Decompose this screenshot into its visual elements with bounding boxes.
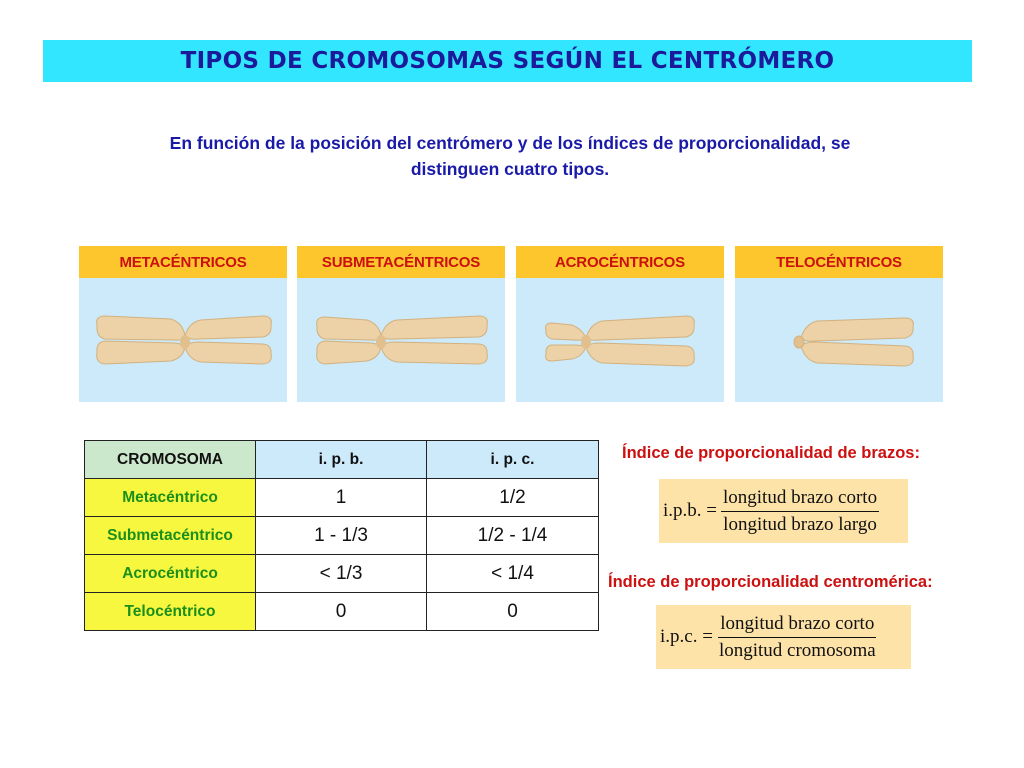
type-card-acrocentric — [516, 246, 724, 402]
formula-ipc — [656, 605, 911, 669]
formula-denominator: longitud brazo largo — [723, 513, 877, 535]
table-cell-type: Submetacéntrico — [85, 517, 256, 555]
type-card-label: SUBMETACÉNTRICOS — [297, 246, 505, 278]
table-cell-ipb: 1 - 1/3 — [256, 517, 427, 555]
table-row — [85, 593, 599, 631]
formula-numerator: longitud brazo corto — [721, 487, 879, 512]
table-cell-ipc: 0 — [427, 593, 599, 631]
title-bar — [43, 40, 972, 82]
type-card-label: METACÉNTRICOS — [79, 246, 287, 278]
type-card-label: TELOCÉNTRICOS — [735, 246, 943, 278]
formula-lhs: i.p.c. = — [660, 626, 713, 647]
table-cell-ipc: 1/2 - 1/4 — [427, 517, 599, 555]
formula-title-ipc: Índice de proporcionalidad centromérica: — [608, 573, 933, 591]
table-cell-ipb: 1 — [256, 479, 427, 517]
formula-lhs: i.p.b. = — [663, 500, 717, 521]
table-header-cell: CROMOSOMA — [85, 441, 256, 479]
type-card-telocentric — [735, 246, 943, 402]
table-cell-type: Acrocéntrico — [85, 555, 256, 593]
table-cell-type: Metacéntrico — [85, 479, 256, 517]
formula-numerator: longitud brazo corto — [718, 613, 876, 638]
table-cell-ipc: < 1/4 — [427, 555, 599, 593]
intro-line-2: distinguen cuatro tipos. — [410, 159, 610, 179]
table-row — [85, 517, 599, 555]
table-header-cell: i. p. c. — [427, 441, 599, 479]
submetacentric-chromosome-illustration — [297, 278, 505, 402]
table-cell-ipb: 0 — [256, 593, 427, 631]
type-card-submetacentric — [297, 246, 505, 402]
table-cell-ipb: < 1/3 — [256, 555, 427, 593]
telocentric-chromosome-illustration — [735, 278, 943, 402]
formula-fraction — [717, 613, 878, 662]
formula-ipb — [659, 479, 908, 543]
table-cell-type: Telocéntrico — [85, 593, 256, 631]
page-title: TIPOS DE CROMOSOMAS SEGÚN EL CENTRÓMERO — [180, 48, 835, 74]
table-header-row — [85, 441, 599, 479]
chromosome-index-table — [84, 440, 599, 631]
acrocentric-chromosome-illustration — [516, 278, 724, 402]
metacentric-chromosome-illustration — [79, 278, 287, 402]
table-header-cell: i. p. b. — [256, 441, 427, 479]
type-card-metacentric — [79, 246, 287, 402]
intro-text — [90, 130, 930, 182]
table-cell-ipc: 1/2 — [427, 479, 599, 517]
table-row — [85, 479, 599, 517]
intro-line-1: En función de la posición del centrómero y de los índices de proporcionalidad, se — [169, 133, 851, 153]
formula-denominator: longitud cromosoma — [718, 639, 876, 661]
formula-title-ipb: Índice de proporcionalidad de brazos: — [622, 444, 920, 462]
type-card-label: ACROCÉNTRICOS — [516, 246, 724, 278]
formula-fraction — [721, 487, 879, 536]
table-row — [85, 555, 599, 593]
